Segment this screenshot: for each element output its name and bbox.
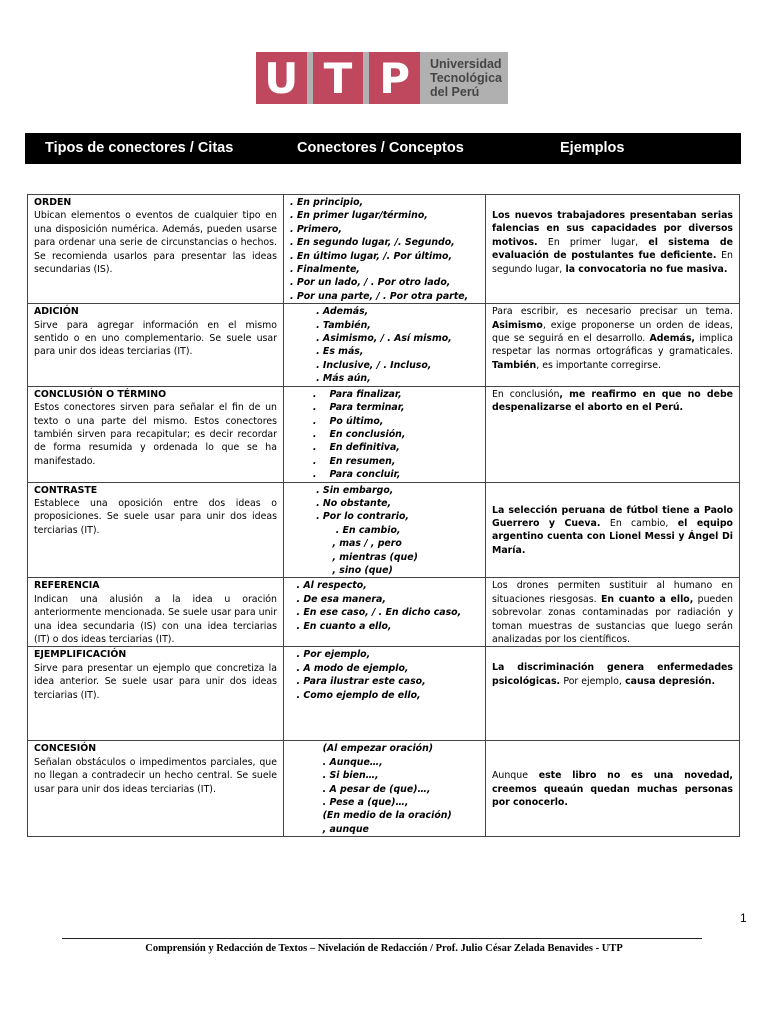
connector-item: (Al empezar oración) [290,743,434,755]
connector-type-description: Sirve para agregar información en el mismo sentido o en uno complementario. Se suele usar para unir dos ideas terciarias (IT). [34,319,277,358]
example-segment: En conclusión [492,388,560,400]
example-segment: , exige proponerse un orden de ideas, que se seguirá en el desarrollo. [492,319,733,345]
connector-item: , mientras (que) [290,551,418,563]
connector-type-description: Ubican elementos o eventos de cualquier tipo en una disposición numérica. Además, pueden usarse para ordenar una serie de circunstancias o hechos. Se recomienda usarlos para presentar las ideas secundarias (IS). [34,210,277,276]
connector-type-title: CONTRASTE [34,484,98,496]
connector-item: . A pesar de (que)…, [290,783,431,795]
logo-letters [256,52,420,104]
page-number: 1 [740,911,747,925]
example-cell [486,482,740,578]
example-segment: En cambio, [609,517,669,529]
connectors-cell [284,482,486,578]
header-col-types: Tipos de conectores / Citas [45,140,234,156]
logo-letter-t: T [323,53,353,103]
example-text [492,661,733,688]
connector-item: (En medio de la oración) [290,810,452,822]
connector-item: . Por un lado, / . Por otro lado, [290,277,451,289]
example-connector: La discriminación genera enfermedades psicológicas. [492,662,733,687]
table-row [28,304,740,386]
table-row [28,578,740,647]
example-segment: implica respetar las normas ortográficas y gramaticales. [492,333,733,358]
connector-item: . Como ejemplo de ello, [290,689,421,701]
connector-item: . Por ejemplo, [290,649,371,661]
connector-type-cell [28,482,284,578]
example-text [492,209,733,276]
connector-item: . Más aún, [290,373,371,385]
connector-type-cell [28,647,284,741]
example-cell [486,647,740,741]
example-segment: En primer lugar, [547,236,639,248]
connector-item: , sino (que) [290,564,393,576]
example-connector: este libro no es una novedad, creemos queaún quedan muchas personas por conocerlo. [492,770,733,809]
connector-type-description: Indican una alusión a la idea u oración anteriormente mencionada. Se suele usar para unir una idea secundaria (IS) con una idea terciarias (IT) o dos ideas terciarias (IT). [34,593,277,645]
example-cell [486,741,740,837]
connector-item: . Inclusive, / . Incluso, [290,359,432,371]
footer-divider [62,938,702,939]
connector-item: . Es más, [290,346,364,358]
header-col-examples: Ejemplos [560,140,625,156]
table-row [28,195,740,304]
connector-type-description: Sirve para presentar un ejemplo que concretiza la idea anterior. Se suele usar para unir dos ideas terciarias (IT). [34,662,277,701]
example-segment: Para escribir, es necesario precisar un tema. [492,306,733,318]
example-connector: Además, [649,333,695,345]
example-segment: En segundo lugar, [492,250,733,275]
connector-item: . Si bien…, [290,770,379,782]
example-connector: La selección peruana de fútbol tiene a Paolo Guerrero y Cueva. [492,504,733,529]
table-row [28,386,740,482]
example-connector: También [492,359,537,371]
connector-item: . A modo de ejemplo, [290,662,409,674]
example-connector: Asimismo [492,319,543,331]
connector-item: , mas / , pero [290,538,402,550]
header-col-connectors: Conectores / Conceptos [297,140,464,156]
connector-type-title: REFERENCIA [34,580,100,592]
connector-item: . Al respecto, [290,580,367,592]
table-row [28,482,740,578]
example-text [492,504,733,558]
table-header-bar [25,133,741,164]
example-connector: Los nuevos trabajadores presentaban serias falencias en sus capacidades por diversos motivos. [492,210,733,248]
example-segment: Por ejemplo, [563,675,622,687]
table-row [28,647,740,741]
example-segment: pueden sobrevolar zonas contaminadas por radiación y toman muestras de sustancias que luego serán analizadas por los científicos. [492,593,733,645]
connector-item: . Pese a (que)…, [290,797,409,809]
connector-type-cell [28,195,284,304]
example-text [492,305,733,372]
example-text [492,388,733,415]
example-text [492,579,733,646]
connector-item: . Po último, [290,415,384,427]
example-segment: Aunque [492,770,528,782]
connectors-cell [284,195,486,304]
utp-logo [256,52,508,104]
example-segment: Los drones permiten sustituir al humano en situaciones riesgosas. [492,580,733,605]
table-row [28,741,740,837]
example-connector: En cuanto a ello, [600,593,694,605]
example-connector: , me reafirmo en que no debe despenalizarse el aborto en el Perú. [492,388,734,414]
example-cell [486,195,740,304]
logo-letter-p: P [379,53,411,103]
example-segment: , es importante corregirse. [536,359,661,371]
connector-item: . Para terminar, [290,402,405,414]
connector-item: . En primer lugar/término, [290,210,428,222]
connector-item: . También, [290,319,371,331]
connector-item: . En principio, [290,197,364,208]
connector-item: . Para ilustrar este caso, [290,676,426,688]
logo-university-name: Universidad Tecnológica del Perú [430,57,503,99]
connector-item: . En definitiva, [290,442,400,454]
connector-item: . En conclusión, [290,428,406,440]
connector-item: . Sin embargo, [290,484,394,496]
connector-item: . En ese caso, / . En dicho caso, [290,607,462,619]
connector-item: , aunque [290,823,369,835]
connector-item: . Para finalizar, [290,388,402,400]
connector-item: . Aunque…, [290,756,383,768]
connector-type-title: EJEMPLIFICACIÓN [34,649,127,661]
connectors-table [27,194,740,837]
connector-item: . Por lo contrario, [290,511,409,523]
connector-item: . En cambio, [290,524,401,536]
example-connector: el sistema de evaluación de postulantes fue deficiente. [492,236,733,262]
example-cell [486,304,740,386]
connector-item: . Asimismo, / . Así mismo, [290,333,452,345]
connectors-cell [284,741,486,837]
connector-item: . En segundo lugar, /. Segundo, [290,237,455,249]
connector-item: . Para concluir, [290,469,401,481]
page-footer: Comprensión y Redacción de Textos – Nivelación de Redacción / Prof. Julio César Zelada Benavides - UTP [145,943,623,954]
example-cell [486,578,740,647]
connector-item: . En último lugar, /. Por último, [290,250,453,262]
example-connector: la convocatoria no fue masiva. [562,263,728,275]
connector-type-title: ADICIÓN [34,306,79,318]
connector-type-cell [28,386,284,482]
connector-type-description: Señalan obstáculos o impedimentos parciales, que no llegan a contradecir un hecho central. Se suele usar para unir dos ideas terciarias (IT). [34,756,277,795]
connector-type-title: ORDEN [34,197,72,208]
connector-type-title: CONCLUSIÓN O TÉRMINO [34,388,167,400]
example-connector: causa depresión. [621,675,716,687]
connectors-cell [284,578,486,647]
example-cell [486,386,740,482]
connector-item: . Primero, [290,223,342,235]
connector-item: . En cuanto a ello, [290,620,392,632]
connector-item: . Finalmente, [290,264,360,276]
connector-type-cell [28,578,284,647]
connectors-cell [284,304,486,386]
connector-item: . No obstante, [290,497,392,509]
example-connector: el equipo argentino cuenta con Lionel Messi y Ángel Di María. [492,517,733,556]
connector-type-description: Establece una oposición entre dos ideas o proposiciones. Se suele usar para unir dos ideas terciarias (IT). [34,497,277,536]
connector-item: . Además, [290,306,369,318]
connectors-cell [284,647,486,741]
connector-type-description: Estos conectores sirven para señalar el fin de un texto o una parte del mismo. Estos conectores también sirven para recapitular; es decir recordar de forma resumida y ordenada lo que se ha manifestado. [34,402,277,467]
connector-type-title: CONCESIÓN [34,743,97,755]
connector-type-cell [28,304,284,386]
connector-type-cell [28,741,284,837]
connectors-cell [284,386,486,482]
connector-item: . Por una parte, / . Por otra parte, [290,290,469,302]
example-text [492,769,733,809]
connector-item: . De esa manera, [290,593,386,605]
connector-item: . En resumen, [290,455,396,467]
logo-letter-u: U [264,53,299,103]
